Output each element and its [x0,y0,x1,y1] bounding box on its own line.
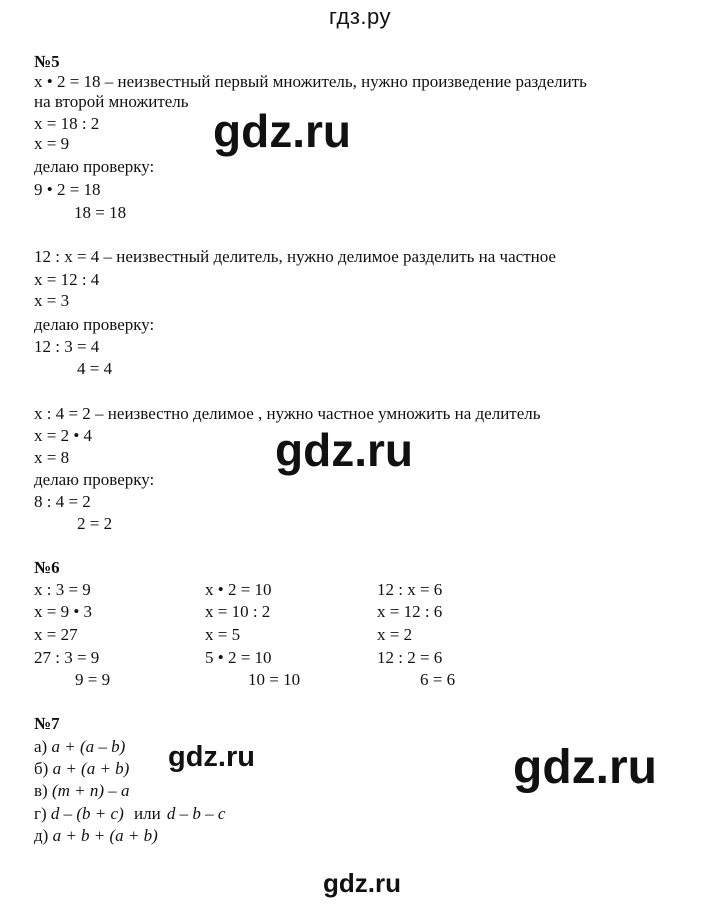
task6-cell: 12 : 2 = 6 [377,648,443,667]
task5-line: x = 12 : 4 [34,270,100,289]
task7-title: №7 [34,714,60,733]
watermark: gdz.ru [323,868,401,898]
watermark: gdz.ru [275,424,413,476]
task5-line: x = 8 [34,448,70,467]
task6-cell: x = 12 : 6 [377,602,443,621]
task6-cell: 27 : 3 = 9 [34,648,100,667]
task6-cell: x = 2 [377,625,413,644]
task7-item [34,826,158,846]
task7-or: или [133,804,161,823]
task5-line: x = 3 [34,291,70,310]
task7-item [34,781,130,801]
watermark: gdz.ru [168,741,255,773]
task5-line: 8 : 4 = 2 [34,492,91,511]
task5-line: делаю проверку: [34,157,155,176]
task6-cell: 5 • 2 = 10 [205,648,272,667]
task5-line: x • 2 = 18 – неизвестный первый множитель, нужно произведение разделить [34,72,587,91]
task6-cell: 10 = 10 [248,670,301,689]
task6-cell: 9 = 9 [75,670,111,689]
task6-cell: 12 : x = 6 [377,580,443,599]
task5-line: x = 18 : 2 [34,114,100,133]
task6-cell: x = 9 • 3 [34,602,93,621]
task6-cell: 6 = 6 [420,670,456,689]
task6-cell: x = 27 [34,625,78,644]
task5-line: x : 4 = 2 – неизвестно делимое , нужно частное умножить на делитель [34,404,541,423]
task7-item-expr-alt: d – b – c [166,804,226,823]
task7-item-expr: (m + n) – a [51,781,130,800]
task7-item-expr: a + b + (a + b) [52,826,158,845]
task6-cell: x = 5 [205,625,241,644]
task7-item-label: б) [34,759,49,778]
site-header: гдз.ру [328,4,392,29]
task5-title: №5 [34,52,60,71]
task6-title: №6 [34,558,60,577]
task6-cell: x : 3 = 9 [34,580,91,599]
task7-item-label: а) [34,737,48,756]
watermark: gdz.ru [513,741,657,794]
task5-line: 12 : x = 4 – неизвестный делитель, нужно делимое разделить на частное [34,247,556,266]
task5-line: делаю проверку: [34,315,155,334]
task5-line: x = 2 • 4 [34,426,93,445]
task5-line: 4 = 4 [77,359,113,378]
task6-cell: x = 10 : 2 [205,602,271,621]
task7-item [34,804,225,824]
task7-item [34,737,125,757]
task5-line: на второй множитель [34,92,189,111]
task7-item-label: д) [34,826,49,845]
task5-line: 2 = 2 [77,514,113,533]
task5-line: 18 = 18 [74,203,127,222]
task7-item-expr: a + (a – b) [51,737,126,756]
task5-line: x = 9 [34,134,70,153]
task7-item-label: г) [34,804,47,823]
task5-line: 12 : 3 = 4 [34,337,100,356]
watermark: gdz.ru [213,105,351,157]
task7-item [34,759,129,779]
task5-line: 9 • 2 = 18 [34,180,101,199]
task7-item-label: в) [34,781,48,800]
task5-line: делаю проверку: [34,470,155,489]
task7-item-expr: a + (a + b) [52,759,130,778]
task7-item-expr: d – (b + c) [50,804,124,823]
task6-cell: x • 2 = 10 [205,580,272,599]
